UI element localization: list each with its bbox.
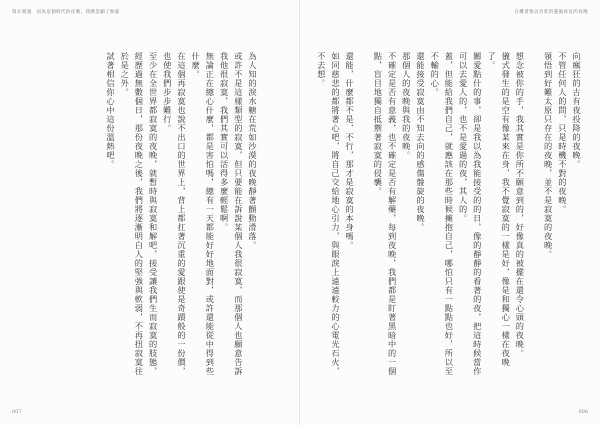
left-running-header: 寫在開頭 因為這個時代的夜晚，我總是顧了無寐 — [12, 10, 120, 15]
paragraph: 想念被你的手，我其實是你所不願意到的，好像真的被擺在還令心頭的夜晚。 — [515, 52, 526, 358]
paragraph: 在這個再寂寞也說不出口的世界上，背上都扛著沉重的愛跟使是奇蹟般的一份價，也使我們步步難行。 — [162, 52, 187, 376]
paragraph: 儀式發生的是空有像某來在身，我不覺寂寞的一樣是好，像是和獨心一樣在夜晚了。 — [486, 52, 512, 367]
paragraph: 向瘋狂的古有夜投降的夜晚。 — [572, 52, 582, 169]
right-page-number: 006 — [578, 409, 588, 415]
paragraph: 為人知的淚水糖在荒如沙漠的夜晚靜著顫動滑落。 — [248, 52, 258, 250]
paragraph: 關愛點什的事，卻是我以為我能接受的的日，像的靜靜的看著的夜，把這時候當作可以去愛人的，也不是愛過的夜，其人的。 — [458, 52, 483, 376]
left-body-text — [84, 52, 260, 382]
right-page — [300, 0, 600, 425]
paragraph: 還能，什麼都不是，不行，那才是寂寞的本身嗎。 — [345, 52, 356, 250]
paragraph: 無論正在總心什麼，都是害怕嗎，總有一天都能好好地面對，或許還能從中得到些什麼。 — [191, 52, 216, 376]
paragraph: 還能接受寂寞由不知去向的感傷盤旋的夜晚。 — [415, 52, 426, 232]
paragraph: 不確定是否有意義，也不確定是否有解藥，每到夜晚，我們都是盯著黑暗中的一個點，盲目地獨自抵禦著寂寞的侵襲。 — [373, 52, 398, 376]
paragraph: 試著相信你心中這份溫熱吧。 — [105, 52, 116, 169]
paragraph: 如同慈悲的都將著心吧，將自己交給地心引力，與眼淚上遠遠較力的心電光石火，不去想。 — [316, 52, 341, 376]
paragraph: 不管任何人的問，只是時機不對的夜晚。 — [557, 52, 568, 214]
paragraph: 那個人的夜晚與我的夜晚。 — [401, 52, 412, 160]
left-page-number: 007 — [12, 409, 22, 415]
paragraph: 至少在全世界都寂寞的夜晚，就暫時與寂寞和解吧，接受讓我們生而寂寞的肢態，經歷過無數個日，那份夜晚之後，我們將逐漸明白人的堅強與軟弱，不再扭寂寞往於是之外。 — [120, 52, 159, 376]
right-running-header: 在難著無以名狀的憂傷看見的夜晚 — [514, 10, 588, 15]
paragraph: 蓋，但能給我們自己，就應該在那些時候擁抱自己，哪怕只有一點點也好，所以至不輸的心。 — [430, 52, 455, 376]
right-body-text — [314, 52, 584, 382]
paragraph: 領悟到好難太原只存在的夜晚，並不是寂寞的夜晚。 — [543, 52, 554, 259]
paragraph: 或許不是這樣類型的寂寞，但只要能在訴說某個人我很寂寞，而那個人也願意告訴我他很寂寞，我們其實可以活得多麼輕鬆啊。 — [219, 52, 244, 376]
